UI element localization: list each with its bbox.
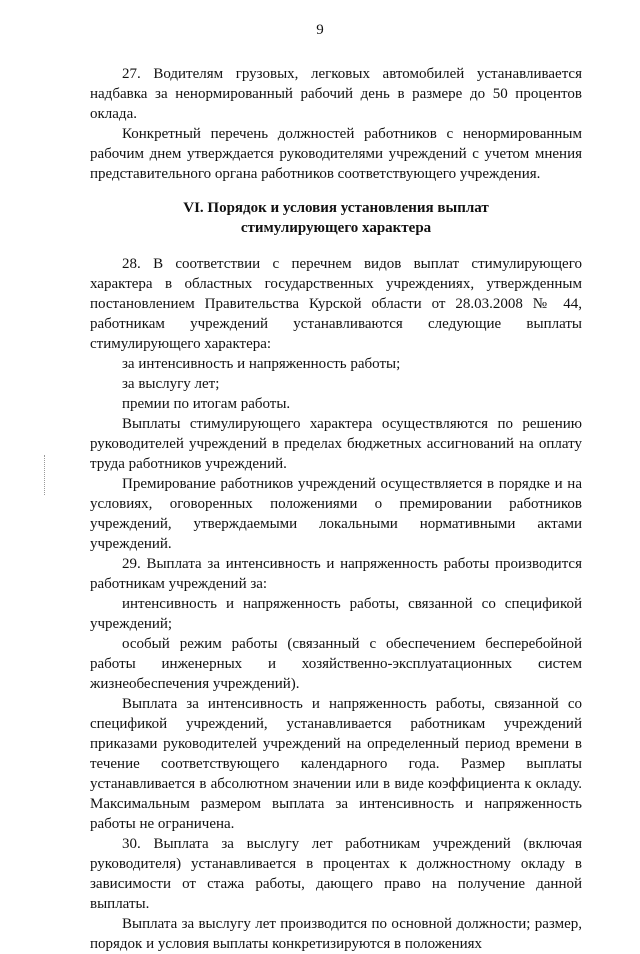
- paragraph-28: 28. В соответствии с перечнем видов выплат стимулирующего характера в областных государственных учреждениях, утвержденным постановлением Правительства Курской области от 28.03.2008 № 44, работникам учреждений устанавливаются следующие выплаты стимулирующего характера:: [90, 256, 582, 352]
- paragraph-29: 29. Выплата за интенсивность и напряженность работы производится работникам учреждений за:: [90, 556, 582, 592]
- section-heading-line2: стимулирующего характера: [240, 220, 432, 236]
- list-item-intensity: за интенсивность и напряженность работы;: [122, 356, 401, 372]
- document-body: [90, 64, 582, 954]
- paragraph-27-list: Конкретный перечень должностей работников с ненормированным рабочим днем утверждается руководителями учреждений с учетом мнения представительного органа работников соответствующего учреждения.: [90, 126, 582, 182]
- section-heading: [90, 198, 582, 238]
- list-item-bonuses: премии по итогам работы.: [122, 396, 291, 412]
- paragraph-payments: Выплаты стимулирующего характера осуществляются по решению руководителей учреждений в пределах бюджетных ассигнований на оплату труда работников учреждений.: [90, 416, 582, 472]
- page-number: 9: [316, 22, 324, 38]
- margin-mark: [44, 455, 46, 495]
- paragraph-intensity-payment: Выплата за интенсивность и напряженность работы, связанной со спецификой учреждений, устанавливается работникам учреждений приказами руководителей учреждений на определенный период времени в течение соответствующего календарного года. Размер выплаты устанавливается в абсолютном значении или в виде коэффициента к окладу. Максимальным размером выплата за интенсивность и напряженность работы не ограничена.: [90, 696, 582, 832]
- paragraph-bonus-rules: Премирование работников учреждений осуществляется в порядке и на условиях, оговоренных положениями о премировании работников учреждений, утверждаемыми локальными нормативными актами учреждений.: [90, 476, 582, 552]
- list-item-special-mode: особый режим работы (связанный с обеспечением бесперебойной работы инженерных и хозяйственно-эксплуатационных систем жизнеобеспечения учреждений).: [90, 636, 582, 692]
- paragraph-27: 27. Водителям грузовых, легковых автомобилей устанавливается надбавка за ненормированный рабочий день в размере до 50 процентов оклада.: [90, 66, 582, 122]
- paragraph-seniority-rules: Выплата за выслугу лет производится по основной должности; размер, порядок и условия выплаты конкретизируются в положениях: [90, 916, 582, 952]
- list-item-specific-work: интенсивность и напряженность работы, связанной со спецификой учреждений;: [90, 596, 582, 632]
- section-heading-line1: VI. Порядок и условия установления выплат: [183, 200, 489, 216]
- paragraph-30: 30. Выплата за выслугу лет работникам учреждений (включая руководителя) устанавливается в процентах к должностному окладу в зависимости от стажа работы, дающего право на получение данной выплаты.: [90, 836, 582, 912]
- list-item-seniority: за выслугу лет;: [122, 376, 220, 392]
